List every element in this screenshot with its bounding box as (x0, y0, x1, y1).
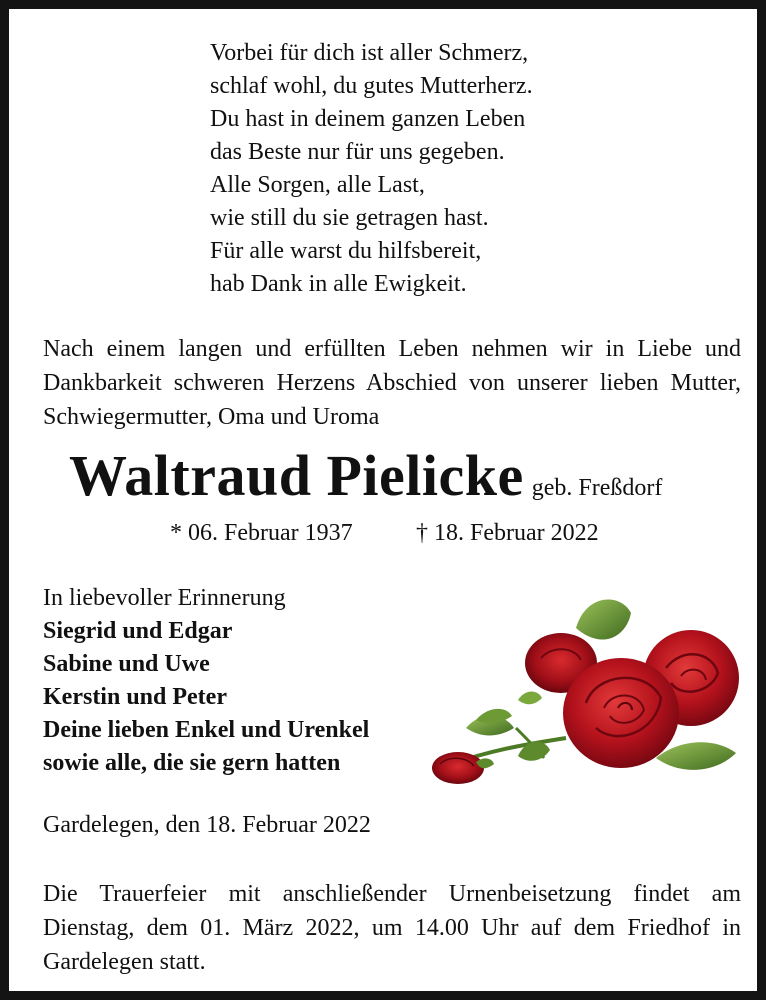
birth-date: * 06. Februar 1937 (170, 520, 353, 546)
death-date: † 18. Februar 2022 (416, 520, 599, 546)
poem-line: Alle Sorgen, alle Last, (210, 172, 425, 198)
mourner-entry: Siegrid und Edgar (43, 618, 233, 644)
place-date: Gardelegen, den 18. Februar 2022 (43, 812, 371, 838)
mourner-entry: sowie alle, die sie gern hatten (43, 750, 341, 776)
poem-line: das Beste nur für uns gegeben. (210, 139, 505, 165)
born-name: geb. Freßdorf (531, 475, 663, 501)
mourners-heading: In liebevoller Erinnerung (43, 585, 286, 611)
mourner-entry: Kerstin und Peter (43, 684, 227, 710)
poem (210, 37, 533, 301)
poem-line: Du hast in deinem ganzen Leben (210, 106, 526, 132)
poem-line: schlaf wohl, du gutes Mutterherz. (210, 73, 533, 99)
mourner-entry: Sabine und Uwe (43, 651, 210, 677)
poem-line: Für alle warst du hilfsbereit, (210, 238, 482, 264)
red-roses-icon (426, 588, 742, 788)
deceased-name-line (69, 443, 663, 508)
intro-text: Nach einem langen und erfüllten Leben nehmen wir in Liebe und Dankbarkeit schweren Herzens Abschied von unserer lieben Mutter, Schwiegermutter, Oma und Uroma (43, 336, 741, 430)
mourner-entry: Deine lieben Enkel und Urenkel (43, 717, 370, 743)
poem-line: Vorbei für dich ist aller Schmerz, (210, 40, 529, 66)
deceased-name: Waltraud Pielicke (69, 443, 524, 508)
mourners-list (43, 582, 369, 780)
poem-line: wie still du sie getragen hast. (210, 205, 489, 231)
poem-line: hab Dank in alle Ewigkeit. (210, 271, 467, 297)
ceremony-text: Die Trauerfeier mit anschließender Urnenbeisetzung findet am Dienstag, dem 01. März 2022, um 14.00 Uhr auf dem Friedhof in Gardelegen statt. (43, 881, 741, 975)
